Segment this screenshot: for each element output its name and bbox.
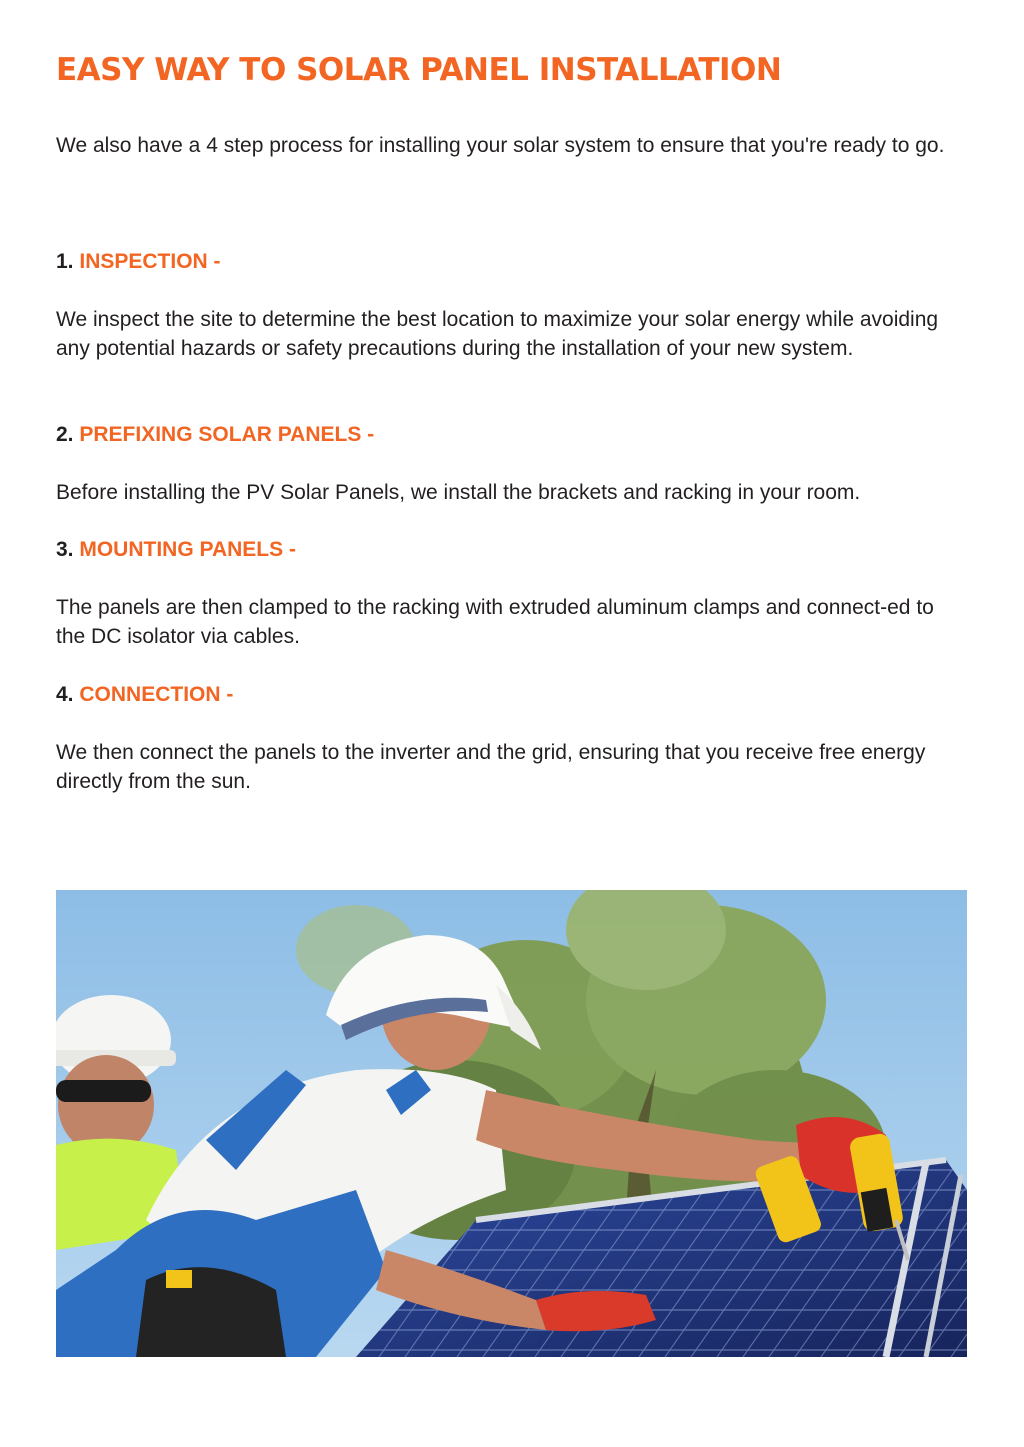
step-4-number: 4. <box>56 683 74 706</box>
step-3-number: 3. <box>56 538 74 561</box>
step-4-text: We then connect the panels to the inverter and the grid, ensuring that you receive free energy directly from the sun. <box>56 741 926 793</box>
step-4-label: CONNECTION - <box>79 683 234 706</box>
step-2-label: PREFIXING SOLAR PANELS - <box>79 423 375 446</box>
step-4-heading <box>56 680 233 709</box>
solar-installers-illustration <box>56 890 967 1357</box>
step-1-heading <box>56 247 221 276</box>
step-1-text: We inspect the site to determine the best location to maximize your solar energy while avoiding any potential hazards or safety precautions during the installation of your new system. <box>56 308 939 360</box>
step-3-heading <box>56 535 296 564</box>
step-2-heading <box>56 420 374 449</box>
page-title: EASY WAY TO SOLAR PANEL INSTALLATION <box>56 52 782 88</box>
step-2-number: 2. <box>56 423 74 446</box>
step-3-text: The panels are then clamped to the racking with extruded aluminum clamps and connect-ed to the DC isolator via cables. <box>56 596 934 648</box>
step-1-number: 1. <box>56 250 74 273</box>
step-2-text: Before installing the PV Solar Panels, we install the brackets and racking in your room. <box>56 481 861 504</box>
step-1-label: INSPECTION - <box>79 250 221 273</box>
intro-paragraph: We also have a 4 step process for installing your solar system to ensure that you're ready to go. <box>56 134 945 157</box>
solar-installers-photo <box>56 890 967 1357</box>
step-3-label: MOUNTING PANELS - <box>79 538 296 561</box>
